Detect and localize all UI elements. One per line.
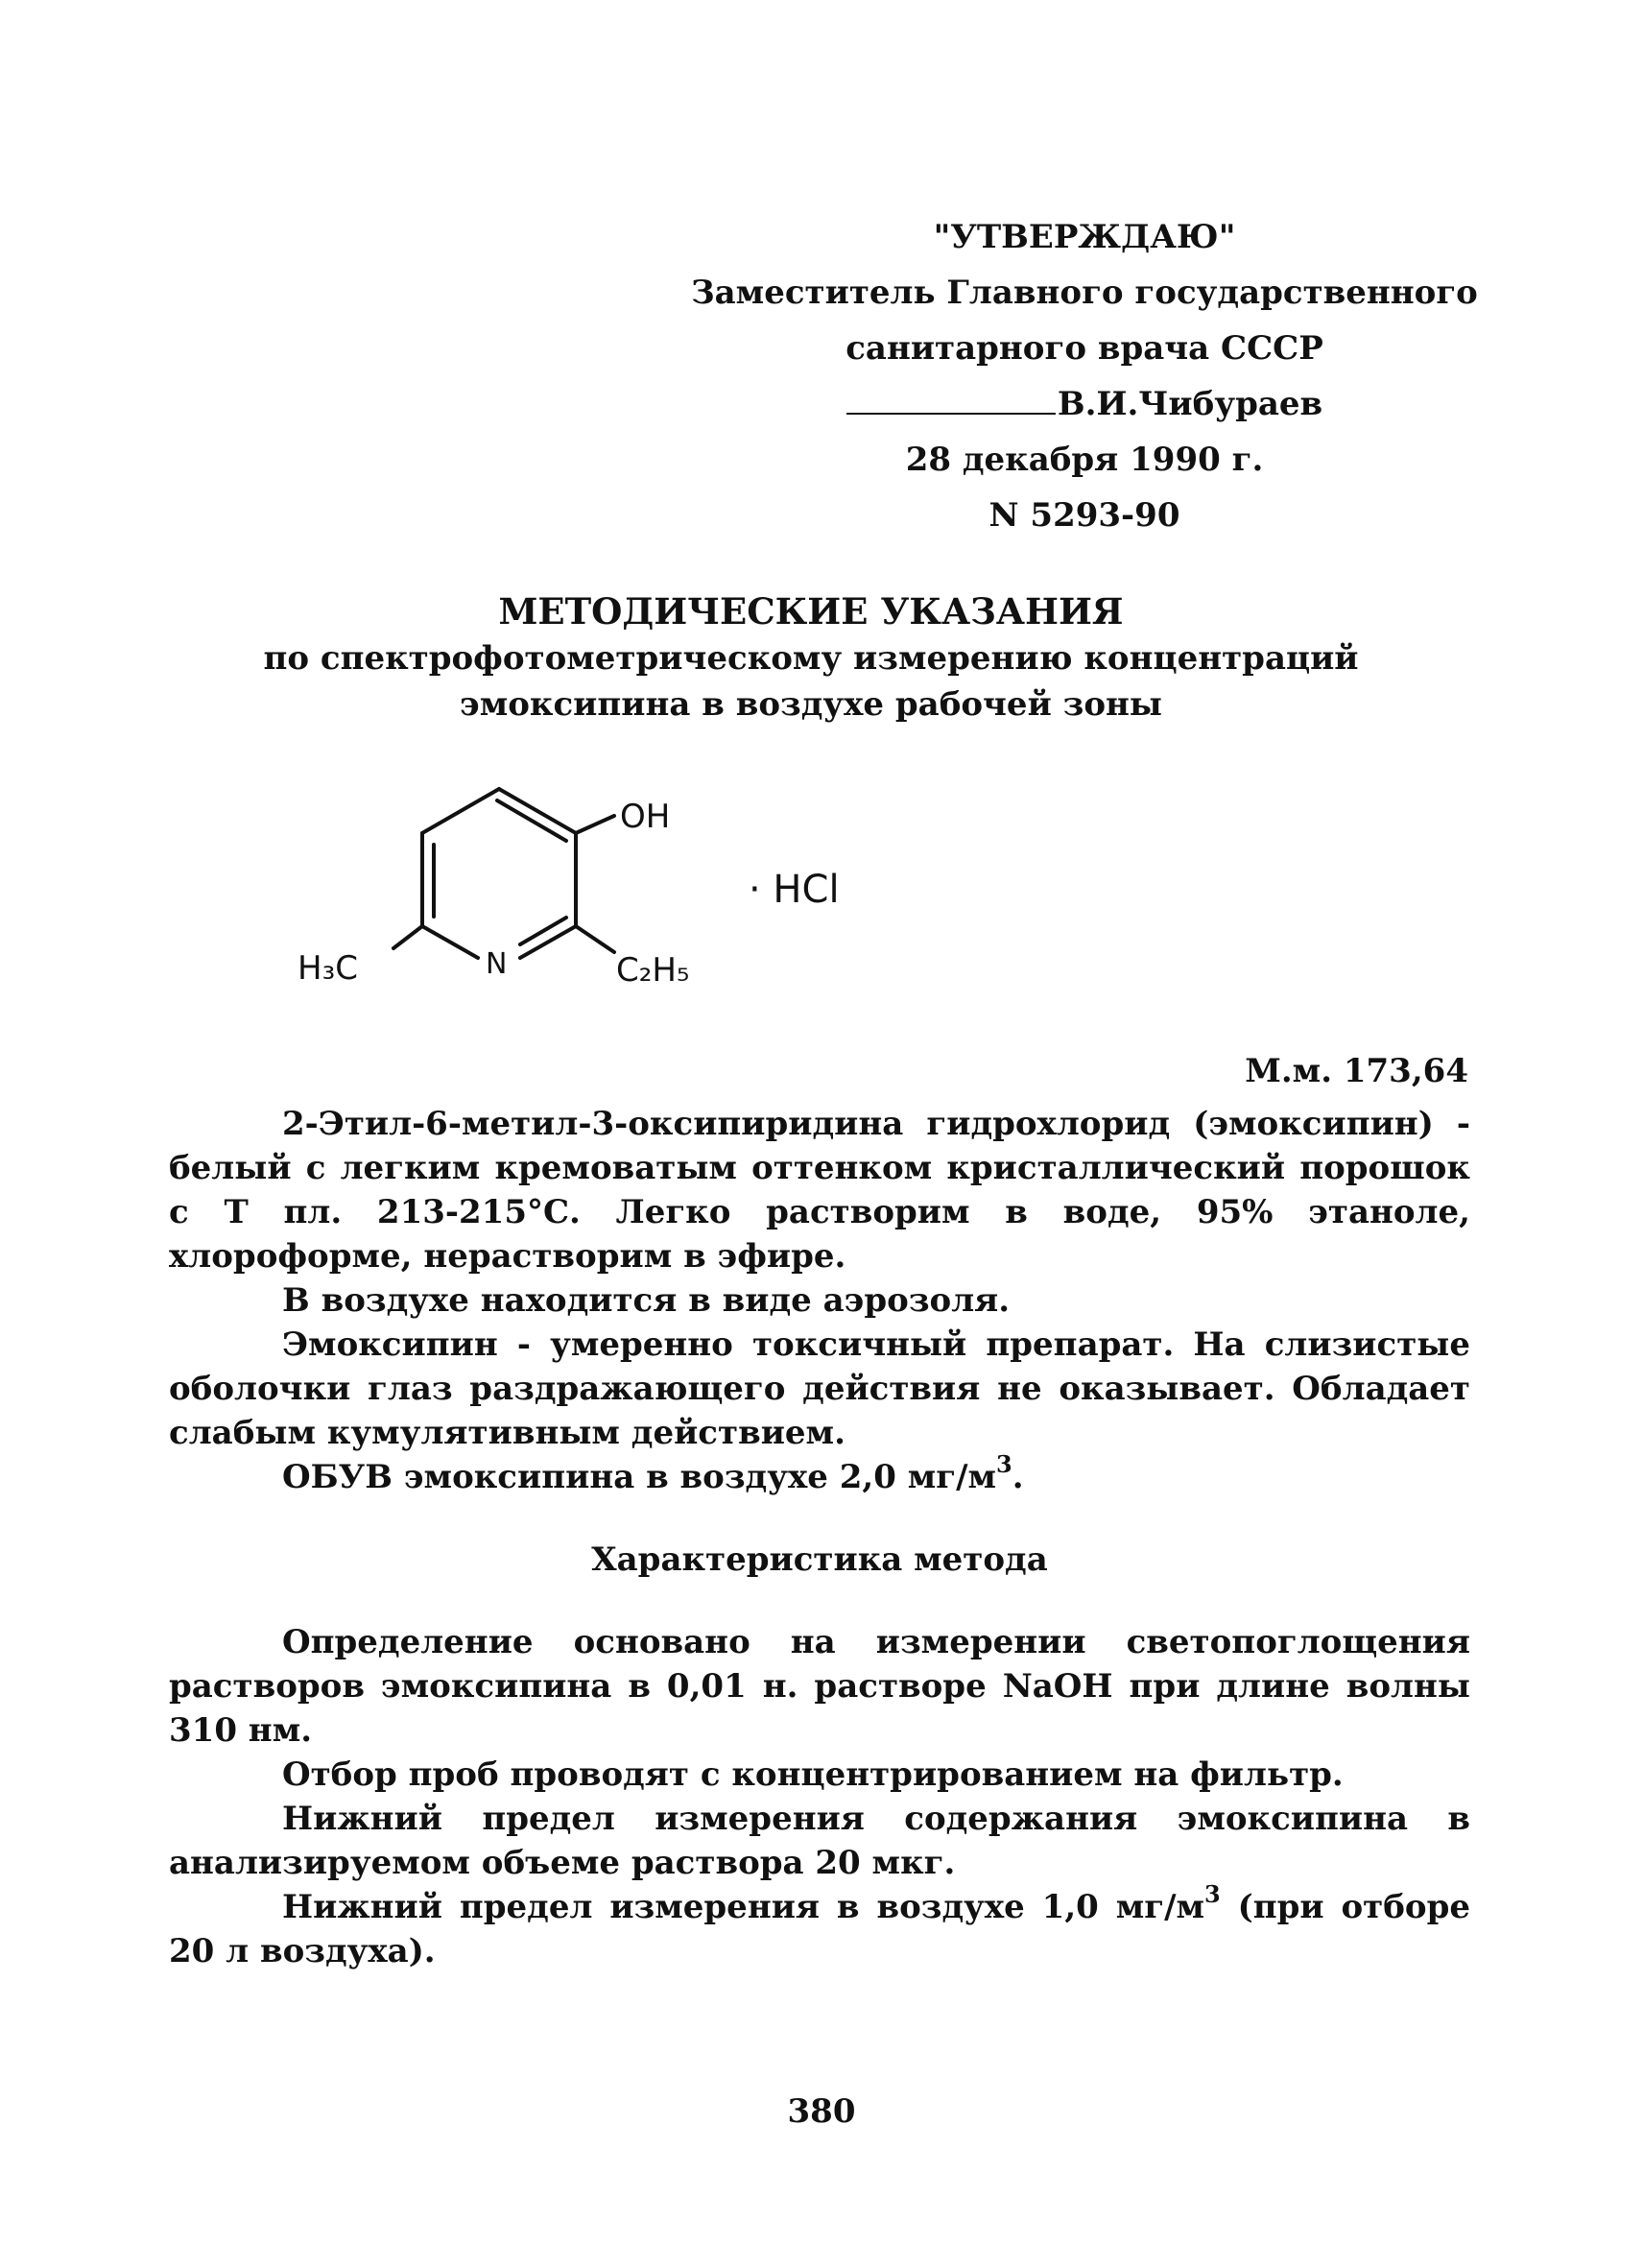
molecular-mass: М.м. 173,64 [1245,1052,1468,1090]
methyl-label: H₃C [298,949,358,988]
approval-stamp: "УТВЕРЖДАЮ" [933,218,1236,256]
obuv-end: . [1012,1458,1024,1496]
obuv-superscript: 3 [996,1449,1012,1478]
lower-limit-air-superscript: 3 [1204,1879,1221,1908]
ring-bond-top-left [422,789,499,833]
approval-date: 28 декабря 1990 г. [905,441,1264,479]
paragraph-description: 2-Этил-6-метил-3-оксипиридина гидрохлорид (эмоксипин) - белый с легким кремоватым оттенком кристаллический порошок с Т пл. 213-215°С. Легко растворим в воде, 95% этаноле, хлороформе, нерастворим в эфире. [169,1105,1470,1276]
paragraph-aerosol: В воздухе находится в виде аэрозоля. [282,1281,1011,1320]
signatory-name: В.И.Чибураев [1057,385,1323,423]
ethyl-label: C₂H₅ [616,951,690,990]
approver-position-line2: санитарного врача СССР [845,329,1323,368]
paragraph-toxicity: Эмоксипин - умеренно токсичный препарат. На слизистые оболочки глаз раздражающего действия не оказывает. Обладает слабым кумулятивным действием. [169,1325,1470,1452]
nitrogen-label: N [486,947,508,981]
bond-to-methyl [393,926,422,948]
bond-to-oh [576,816,614,833]
ring-bond-top-right [499,789,576,833]
lower-limit-air-end: (при отборе 20 л воздуха). [169,1888,1470,1970]
document-body [169,1102,1470,1973]
title-block [192,587,1430,728]
document-title: МЕТОДИЧЕСКИЕ УКАЗАНИЯ [498,590,1124,633]
document-subtitle-line1: по спектрофотометрическому измерению концентраций [263,639,1359,678]
hydrochloride-label: · HCl [749,868,840,912]
approver-position-line1: Заместитель Главного государственного [691,274,1478,312]
lower-limit-air-text: Нижний предел измерения в воздухе 1,0 мг/м [282,1888,1205,1926]
ring-bond-n-c6 [422,926,478,958]
ring-double-bond-cn [520,918,566,944]
approval-block [672,209,1497,543]
paragraph-lower-limit-air [169,1879,1470,1973]
ring-bond-c2-n [520,926,576,958]
signature-underline [846,412,1056,415]
bond-to-ethyl [576,926,614,952]
hydroxyl-label: OH [620,798,671,836]
paragraph-obuv [169,1449,1470,1499]
section-heading: Характеристика метода [591,1540,1048,1579]
signature-line [672,376,1497,432]
document-number: N 5293-90 [988,496,1180,535]
paragraph-sampling: Отбор проб проводят с концентрированием на фильтр. [282,1755,1344,1794]
paragraph-lower-limit-solution: Нижний предел измерения содержания эмоксипина в анализируемом объеме раствора 20 мкг. [169,1800,1470,1882]
document-subtitle-line2: эмоксипина в воздухе рабочей зоны [460,685,1162,724]
obuv-text: ОБУВ эмоксипина в воздухе 2,0 мг/м [282,1458,997,1496]
paragraph-method-basis: Определение основано на измерении светопоглощения растворов эмоксипина в 0,01 н. растворе NaOH при длине волны 310 нм. [169,1623,1470,1750]
chemical-structure-diagram [298,768,931,1017]
page-number: 380 [787,2092,856,2131]
